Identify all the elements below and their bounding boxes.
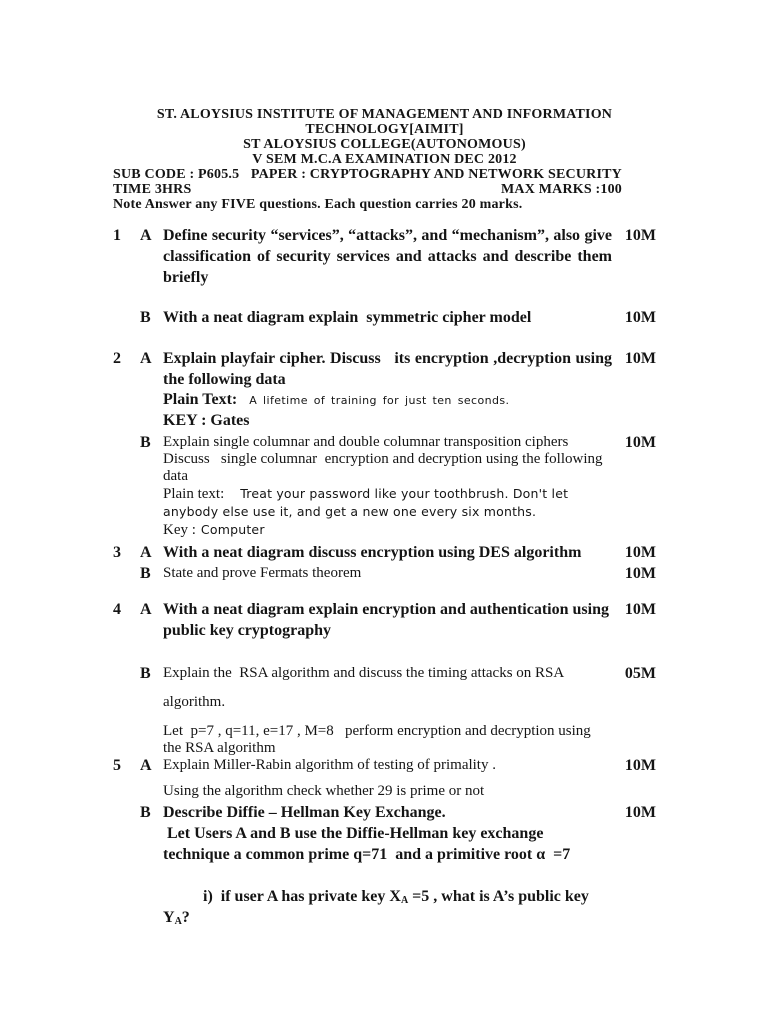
question-row-5b xyxy=(113,802,656,949)
plain-text-label: Plain Text: xyxy=(163,391,238,408)
marks-label: 10M xyxy=(624,544,656,561)
question-body xyxy=(163,225,616,288)
key-label: Key : xyxy=(163,522,196,538)
question-text: With a neat diagram explain symmetric cipher model xyxy=(163,309,532,326)
subcode-paper-row xyxy=(113,167,656,182)
institute-name-line1: ST. ALOYSIUS INSTITUTE OF MANAGEMENT AND INFORMATION xyxy=(156,107,613,122)
max-marks: MAX MARKS :100 xyxy=(500,182,622,197)
plain-text-line xyxy=(163,485,612,521)
question-number-empty xyxy=(113,659,140,757)
question-part-letter: B xyxy=(140,309,151,326)
question-part-letter: B xyxy=(140,565,151,582)
sub-item-i-text: i) if user A has private key X xyxy=(203,888,401,905)
question-part-letter: A xyxy=(140,350,152,367)
marks-label: 05M xyxy=(624,665,656,682)
exam-header xyxy=(113,107,656,212)
key-value: Computer xyxy=(200,522,265,537)
question-text-line: Discuss single columnar encryption and decryption using the following data xyxy=(163,451,607,484)
key-line: KEY : Gates xyxy=(163,412,250,429)
question-number: 4 xyxy=(113,601,121,618)
question-number: 3 xyxy=(113,544,121,561)
plain-text-value: Treat your password like your toothbrush. Don't let anybody else use it, and get a new one every six months. xyxy=(163,486,569,519)
question-text: Describe Diffie – Hellman Key Exchange. xyxy=(163,804,446,821)
question-body xyxy=(163,434,612,539)
sub-item-i xyxy=(163,865,612,949)
subscript-a: A xyxy=(400,895,409,906)
question-row-5a xyxy=(113,757,656,800)
question-text-line: Explain single columnar and double columnar transposition ciphers xyxy=(163,434,569,450)
marks-label: 10M xyxy=(624,434,656,451)
question-row-1a xyxy=(113,225,656,288)
marks-label: 10M xyxy=(624,227,656,244)
marks-label: 10M xyxy=(624,350,656,367)
question-row-3b xyxy=(113,565,656,582)
question-body xyxy=(163,565,612,582)
question-part-letter: A xyxy=(140,227,152,244)
question-subtext: Let p=7 , q=11, e=17 , M=8 perform encryption and decryption using the RSA algorithm xyxy=(163,723,595,756)
question-subtext: Using the algorithm check whether 29 is prime or not xyxy=(163,783,485,799)
plain-text-label: Plain text: xyxy=(163,486,225,502)
question-text-line: Let Users A and B use the Diffie-Hellman key exchange xyxy=(163,825,544,842)
question-body xyxy=(163,348,616,431)
question-part-letter: A xyxy=(140,544,152,561)
plain-text-line xyxy=(163,390,612,411)
question-part-letter: B xyxy=(140,434,151,451)
question-number: 5 xyxy=(113,757,121,774)
question-part-letter: B xyxy=(140,665,151,682)
question-number: 1 xyxy=(113,227,121,244)
exam-note: Note Answer any FIVE questions. Each question carries 20 marks. xyxy=(113,197,523,212)
question-body xyxy=(163,659,612,757)
question-row-1b xyxy=(113,307,656,328)
question-part-letter: B xyxy=(140,804,151,821)
question-row-4a xyxy=(113,599,656,641)
institute-name-line2: TECHNOLOGY[AIMIT] xyxy=(305,122,464,137)
question-part-letter: A xyxy=(140,757,152,774)
question-body xyxy=(163,757,612,800)
subscript-a: A xyxy=(174,916,182,927)
question-number-empty xyxy=(113,802,140,949)
marks-label: 10M xyxy=(624,757,656,774)
question-text: State and prove Fermats theorem xyxy=(163,565,362,581)
question-body xyxy=(163,599,612,641)
marks-label: 10M xyxy=(624,601,656,618)
questions-list xyxy=(113,225,656,949)
question-row-4b xyxy=(113,659,656,757)
question-number: 2 xyxy=(113,350,121,367)
marks-label: 10M xyxy=(624,804,656,821)
paper-title: PAPER : CRYPTOGRAPHY AND NETWORK SECURITY xyxy=(250,167,622,182)
question-text: With a neat diagram discuss encryption using DES algorithm xyxy=(163,544,582,561)
marks-label: 10M xyxy=(624,309,656,326)
marks-label: 10M xyxy=(624,565,656,582)
question-row-2b xyxy=(113,434,656,539)
question-body xyxy=(163,542,612,563)
time-marks-row xyxy=(113,182,656,197)
sub-item-i-text: =5 , what is A’s public key Y xyxy=(163,888,593,926)
question-part-letter: A xyxy=(140,601,152,618)
question-row-2a xyxy=(113,348,656,431)
sub-item-i-text: ? xyxy=(181,909,190,926)
question-text: Explain the RSA algorithm and discuss the timing attacks on RSA algorithm. xyxy=(163,665,568,710)
question-text: Define security “services”, “attacks”, and “mechanism”, also give classification of security services and attacks and describe them briefly xyxy=(163,227,616,286)
exam-title: V SEM M.C.A EXAMINATION DEC 2012 xyxy=(252,152,517,167)
college-name: ST ALOYSIUS COLLEGE(AUTONOMOUS) xyxy=(243,137,526,152)
question-number-empty xyxy=(113,434,140,539)
sub-code: SUB CODE : P605.5 xyxy=(113,167,240,182)
question-row-3a xyxy=(113,542,656,563)
question-text: Explain Miller-Rabin algorithm of testing of primality . xyxy=(163,757,496,773)
plain-text-value: A lifetime of training for just ten seconds. xyxy=(249,394,510,407)
question-number-empty xyxy=(113,565,140,582)
key-line xyxy=(163,521,612,539)
question-text: Explain playfair cipher. Discuss its encryption ,decryption using the following data xyxy=(163,350,616,388)
question-text: With a neat diagram explain encryption and authentication using public key cryptography xyxy=(163,601,613,639)
question-number-empty xyxy=(113,307,140,328)
question-body xyxy=(163,307,612,328)
question-text-line: technique a common prime q=71 and a primitive root α =7 xyxy=(163,846,571,863)
question-body xyxy=(163,802,612,949)
exam-time: TIME 3HRS xyxy=(113,182,192,197)
